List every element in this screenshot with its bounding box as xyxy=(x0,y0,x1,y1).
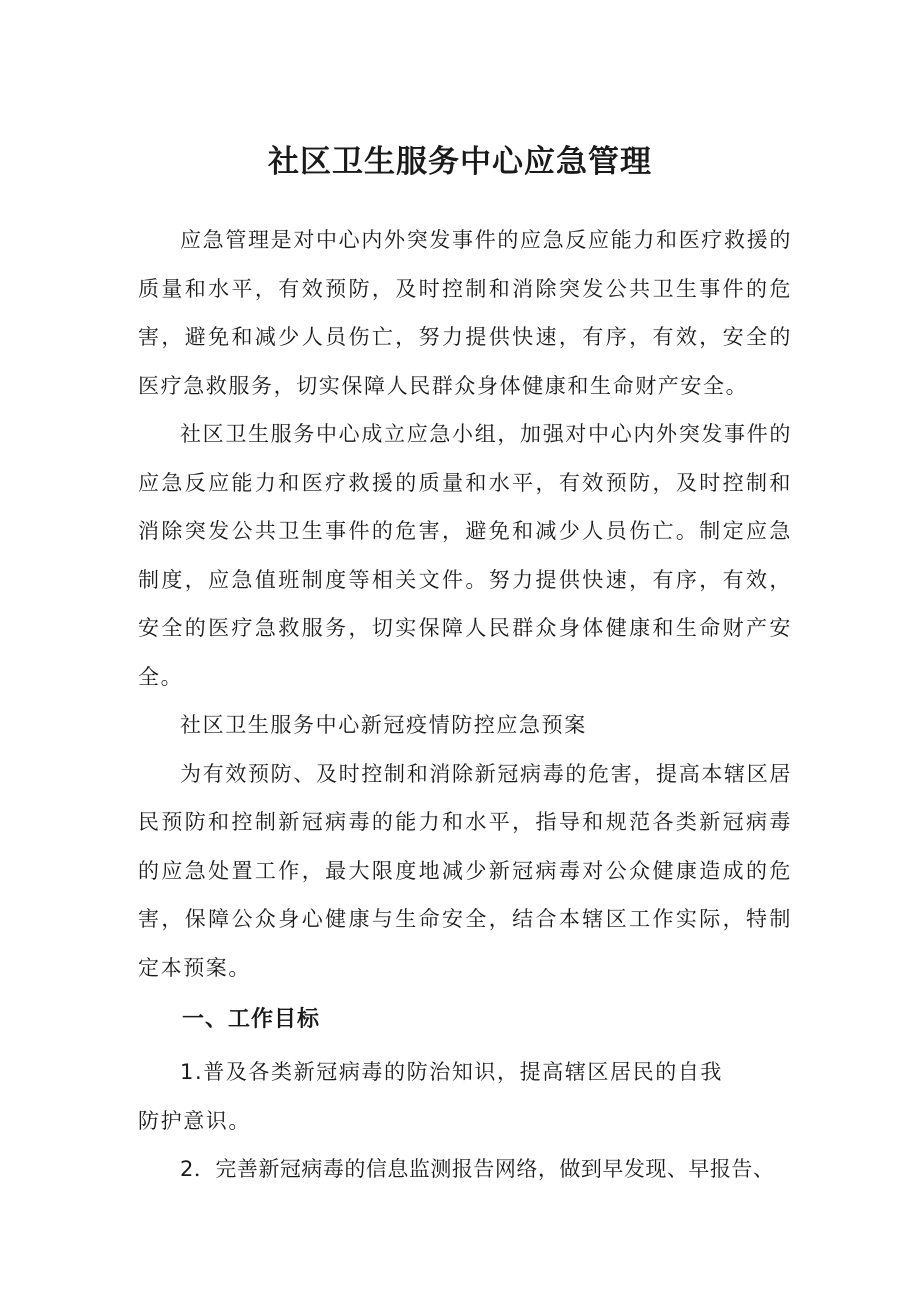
document-title: 社区卫生服务中心应急管理 xyxy=(268,144,652,180)
paragraph-plan-title: 社区卫生服务中心新冠疫情防控应急预案 xyxy=(180,713,587,737)
list-item-2: 2．完善新冠病毒的信息监测报告网络，做到早发现、早报告、 xyxy=(180,1157,775,1181)
paragraph-plan-purpose: 为有效预防、及时控制和消除新冠病毒的危害，提高本辖区居民预防和控制新冠病毒的能力和水平，指导和规范各类新冠病毒的应急处置工作，最大限度地减少新冠病毒对公众健康造成的危害，保障公众身心健康与生命安全，结合本辖区工作实际，特制定本预案。 xyxy=(138,761,792,980)
list-item-1-line-1: 1.普及各类新冠病毒的防治知识，提高辖区居民的自我 xyxy=(180,1060,724,1084)
paragraph-emergency-management: 应急管理是对中心内外突发事件的应急反应能力和医疗救援的质量和水平，有效预防，及时控制和消除突发公共卫生事件的危害，避免和减少人员伤亡，努力提供快速，有序，有效，安全的医疗急救服务，切实保障人民群众身体健康和生命财产安全。 xyxy=(138,228,792,398)
section-heading-work-goals: 一、工作目标 xyxy=(182,1007,321,1032)
paragraph-emergency-team: 社区卫生服务中心成立应急小组，加强对中心内外突发事件的应急反应能力和医疗救援的质量和水平，有效预防，及时控制和消除突发公共卫生事件的危害，避免和减少人员伤亡。制定应急制度，应急值班制度等相关文件。努力提供快速，有序，有效，安全的医疗急救服务，切实保障人民群众身体健康和生命财产安全。 xyxy=(138,422,792,689)
list-item-1-line-2: 防护意识。 xyxy=(138,1108,251,1133)
document-body xyxy=(138,216,792,1194)
